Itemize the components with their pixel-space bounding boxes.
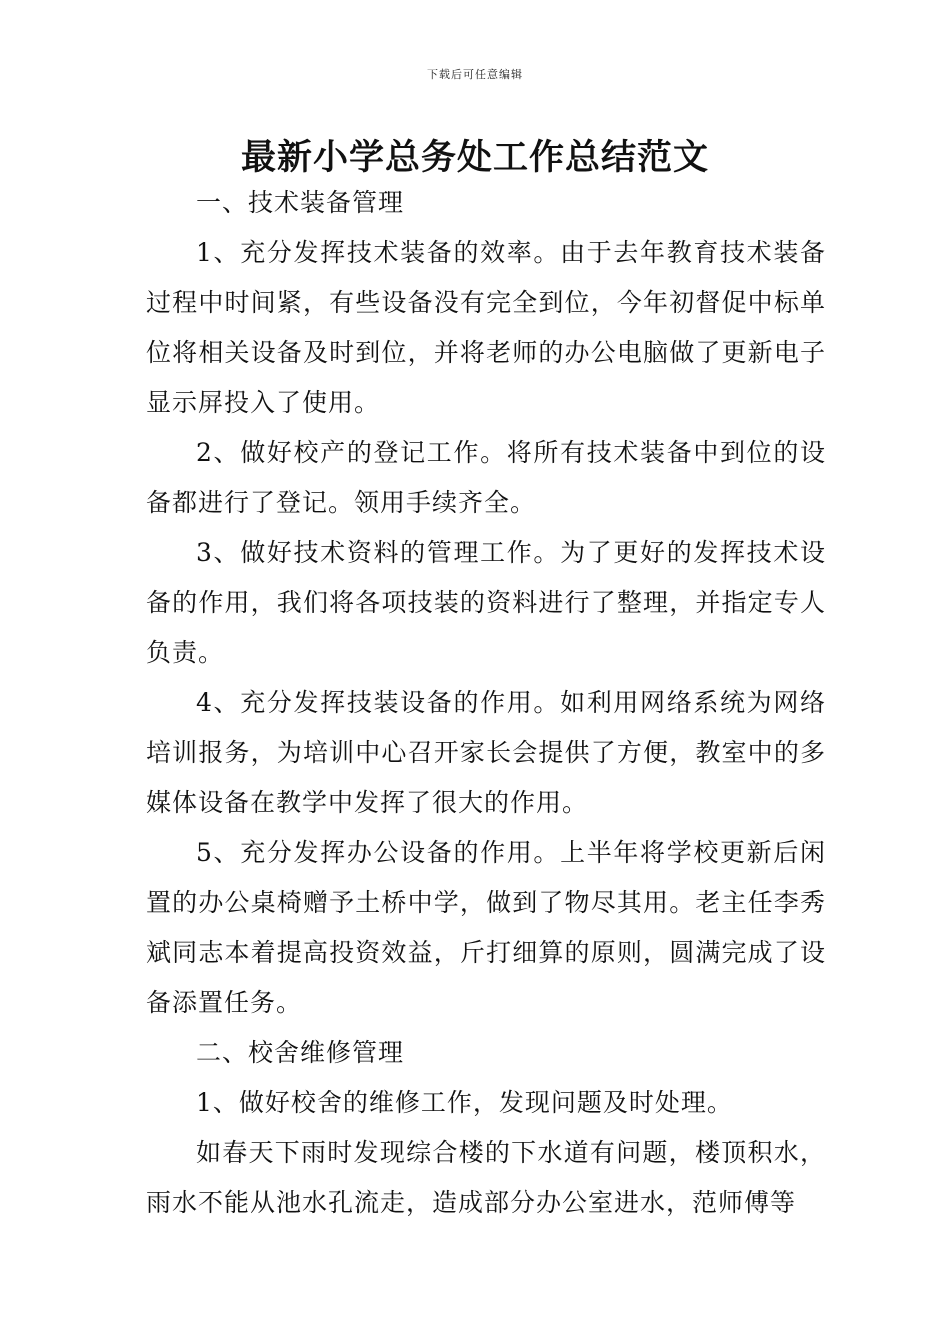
document-body	[146, 178, 826, 1228]
paragraph-7: 如春天下雨时发现综合楼的下水道有问题，楼顶积水，雨水不能从池水孔流走，造成部分办公室进水，范师傅等	[146, 1138, 826, 1217]
paragraph-2: 2、做好校产的登记工作。将所有技术装备中到位的设备都进行了登记。领用手续齐全。	[146, 438, 826, 517]
paragraph-4: 4、充分发挥技装设备的作用。如利用网络系统为网络培训报务，为培训中心召开家长会提供了方便，教室中的多媒体设备在教学中发挥了很大的作用。	[146, 688, 826, 817]
paragraph-3: 3、做好技术资料的管理工作。为了更好的发挥技术设备的作用，我们将各项技装的资料进行了整理，并指定专人负责。	[146, 538, 826, 667]
document-title: 最新小学总务处工作总结范文	[240, 138, 709, 178]
paragraph-1: 1、充分发挥技术装备的效率。由于去年教育技术装备过程中时间紧，有些设备没有完全到位，今年初督促中标单位将相关设备及时到位，并将老师的办公电脑做了更新电子显示屏投入了使用。	[146, 238, 826, 417]
paragraph-6: 1、做好校舍的维修工作，发现问题及时处理。	[196, 1088, 733, 1117]
header-note: 下载后可任意编辑	[427, 68, 523, 81]
section-heading-1: 一、技术装备管理	[196, 188, 405, 217]
section-heading-2: 二、校舍维修管理	[196, 1038, 405, 1067]
paragraph-5: 5、充分发挥办公设备的作用。上半年将学校更新后闲置的办公桌椅赠予土桥中学，做到了物尽其用。老主任李秀斌同志本着提高投资效益，斤打细算的原则，圆满完成了设备添置任务。	[146, 838, 826, 1017]
